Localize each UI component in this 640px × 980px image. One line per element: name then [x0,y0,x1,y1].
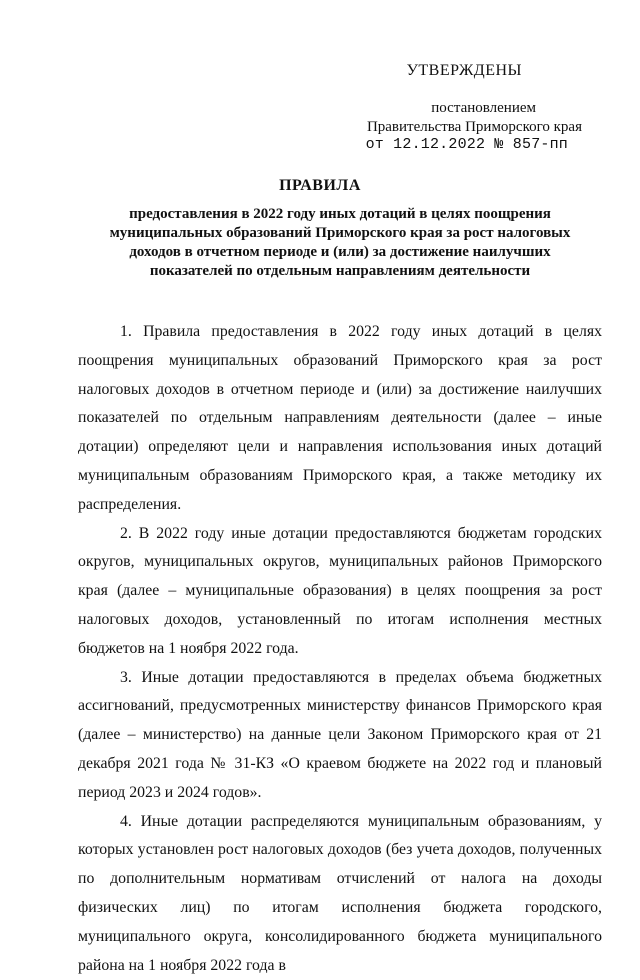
paragraph-1: 1. Правила предоставления в 2022 году иных дотаций в целях поощрения муниципальных образований Приморского края за рост налоговых доходов в отчетном периоде и (или) за достижение наилучших показателей по отдельным направлениям деятельности (далее – иные дотации) определяют цели и направления использования иных дотаций муниципальным образованиям Приморского края, а также методику их распределения. [78,323,602,513]
paragraph-2: 2. В 2022 году иные дотации предоставляются бюджетам городских округов, муниципальных округов, муниципальных районов Приморского края (далее – муниципальные образования) в целях поощрения за рост налоговых доходов, установленный по итогам исполнения местных бюджетов на 1 ноября 2022 года. [78,524,602,657]
approval-line-2: Правительства Приморского края [366,119,582,135]
approval-line-1: постановлением [431,100,536,116]
document-title: ПРАВИЛА [279,177,361,194]
paragraph-3: 3. Иные дотации предоставляются в пределах объема бюджетных ассигнований, предусмотренных министерству финансов Приморского края (далее – министерство) на данные цели Законом Приморского края от 21 декабря 2021 года № 31-КЗ «О краевом бюджете на 2022 год и плановый период 2023 и 2024 годов». [78,668,602,801]
approval-title: УТВЕРЖДЕНЫ [406,62,522,79]
document-body [78,318,602,980]
paragraph-4: 4. Иные дотации распределяются муниципальным образованиям, у которых установлен рост налоговых доходов (без учета доходов, полученных по дополнительным нормативам отчислений от налога на доходы физических лиц) по итогам исполнения бюджета городского, муниципального округа, консолидированного бюджета муниципального района на 1 ноября 2022 года в [78,812,602,974]
approval-line-3: от 12.12.2022 № 857-пп [365,136,568,153]
document-subtitle: предоставления в 2022 году иных дотаций в целях поощрения муниципальных образований Приморского края за рост налоговых доходов в отчетном периоде и (или) за достижение наилучших показателей по отдельным направлениям деятельности [109,206,571,279]
